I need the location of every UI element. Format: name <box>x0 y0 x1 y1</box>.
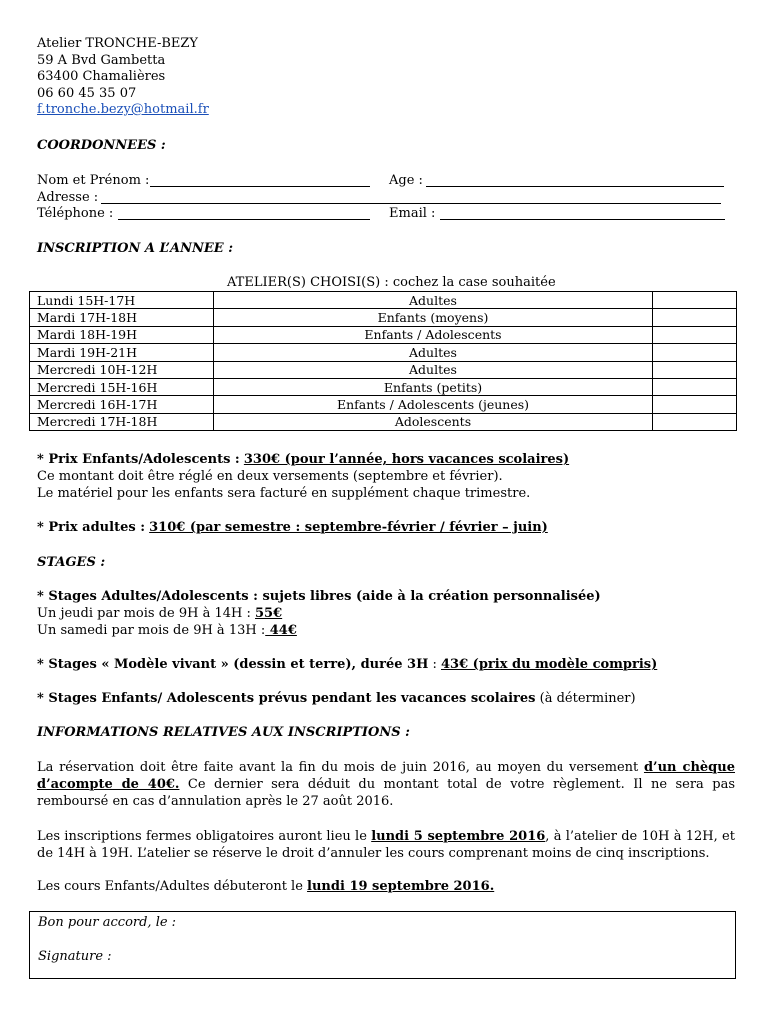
telephone-label: Téléphone : <box>37 206 114 221</box>
telephone-field[interactable] <box>118 219 370 220</box>
slot-cell: Mercredi 17H-18H <box>30 413 214 430</box>
age-field[interactable] <box>426 186 724 187</box>
checkbox-cell[interactable] <box>653 361 737 378</box>
category-cell: Enfants / Adolescents (jeunes) <box>214 396 653 413</box>
infos-paragraph-reservation <box>37 759 735 810</box>
prix-enfants-versements: Ce montant doit être réglé en deux versements (septembre et février). <box>37 469 503 484</box>
prix-enfants-materiel: Le matériel pour les enfants sera facturé en supplément chaque trimestre. <box>37 486 531 501</box>
email-label: Email : <box>389 206 436 221</box>
p1-acompte: d’un chèque d’acompte de 40€. <box>37 760 735 792</box>
category-cell: Adolescents <box>214 413 653 430</box>
infos-heading: INFORMATIONS RELATIVES AUX INSCRIPTIONS : <box>37 725 410 740</box>
stage-modele-line <box>37 657 657 672</box>
slot-cell: Mardi 18H-19H <box>30 326 214 343</box>
phone-number: 06 60 45 35 07 <box>37 85 137 101</box>
infos-paragraph-debut <box>37 879 494 894</box>
p1-text-c: Ce dernier sera déduit du montant total de votre règlement. Il ne sera pas remboursé en cas d’annulation après le 27 août 2016. <box>37 777 735 809</box>
prix-enfants-value: 330€ (pour l’année, hors vacances scolaires) <box>243 452 570 467</box>
table-row <box>30 344 737 361</box>
prix-enfants-label: * Prix Enfants/Adolescents : <box>37 452 240 467</box>
table-row <box>30 309 737 326</box>
signature-label: Signature : <box>38 949 112 964</box>
category-cell: Enfants (petits) <box>214 378 653 395</box>
stage-modele-sep: : <box>428 657 442 672</box>
signature-box[interactable] <box>29 911 736 979</box>
table-row <box>30 396 737 413</box>
stage-enfants-line <box>37 691 636 706</box>
city-address: 63400 Chamalières <box>37 69 166 84</box>
stage-jeudi <box>37 606 282 621</box>
table-row <box>30 326 737 343</box>
table-row <box>30 378 737 395</box>
category-cell: Adultes <box>214 292 653 309</box>
nom-label: Nom et Prénom : <box>37 173 150 188</box>
checkbox-cell[interactable] <box>653 378 737 395</box>
category-cell: Adultes <box>214 361 653 378</box>
table-row <box>30 361 737 378</box>
inscription-heading: INSCRIPTION A L’ANNEE : <box>37 241 234 256</box>
stage-samedi-text: Un samedi par mois de 9H à 13H : <box>37 623 266 638</box>
stage-jeudi-text: Un jeudi par mois de 9H à 14H : <box>37 606 251 621</box>
stage-modele-title: * Stages « Modèle vivant » (dessin et terre), durée 3H <box>37 657 429 672</box>
checkbox-cell[interactable] <box>653 309 737 326</box>
stages-heading: STAGES : <box>37 555 106 570</box>
stages-adultes-title: * Stages Adultes/Adolescents : sujets libres (aide à la création personnalisée) <box>37 589 601 604</box>
adresse-field[interactable] <box>101 203 721 204</box>
slot-cell: Mercredi 16H-17H <box>30 396 214 413</box>
accord-label: Bon pour accord, le : <box>38 915 177 930</box>
atelier-table <box>29 291 737 431</box>
stage-samedi-price: 44€ <box>265 623 297 638</box>
slot-cell: Mercredi 15H-16H <box>30 378 214 395</box>
slot-cell: Mercredi 10H-12H <box>30 361 214 378</box>
infos-paragraph-inscriptions <box>37 828 735 862</box>
p3-text-a: Les cours Enfants/Adultes débuteront le <box>37 879 308 894</box>
checkbox-cell[interactable] <box>653 396 737 413</box>
category-cell: Enfants / Adolescents <box>214 326 653 343</box>
atelier-name: Atelier TRONCHE-BEZY <box>37 36 198 51</box>
stage-enfants-note: (à déterminer) <box>535 691 636 706</box>
nom-field[interactable] <box>150 186 370 187</box>
address-block <box>37 36 209 119</box>
email-link[interactable]: f.tronche.bezy@hotmail.fr <box>37 102 209 117</box>
stage-enfants-title: * Stages Enfants/ Adolescents prévus pendant les vacances scolaires <box>37 691 536 706</box>
slot-cell: Mardi 17H-18H <box>30 309 214 326</box>
category-cell: Enfants (moyens) <box>214 309 653 326</box>
table-row <box>30 292 737 309</box>
coordonnees-heading: COORDONNEES : <box>37 138 166 153</box>
street-address: 59 A Bvd Gambetta <box>37 52 166 68</box>
slot-cell: Mardi 19H-21H <box>30 344 214 361</box>
slot-cell: Lundi 15H-17H <box>30 292 214 309</box>
stage-jeudi-price: 55€ <box>255 606 283 621</box>
checkbox-cell[interactable] <box>653 413 737 430</box>
stage-samedi <box>37 623 297 638</box>
p3-date: lundi 19 septembre 2016. <box>307 879 495 894</box>
p2-text-c: , à l’atelier de 10H à 12H, et de 14H à 19H. L’atelier se réserve le droit d’annuler les cours comprenant moins de cinq inscriptions. <box>37 829 735 861</box>
prix-adultes-value: 310€ (par semestre : septembre-février / février – juin) <box>149 520 548 535</box>
stage-modele-price: 43€ (prix du modèle compris) <box>441 657 658 672</box>
p2-date: lundi 5 septembre 2016 <box>371 829 546 844</box>
table-row <box>30 413 737 430</box>
age-label: Age : <box>389 173 423 188</box>
checkbox-cell[interactable] <box>653 326 737 343</box>
p1-text-a: La réservation doit être faite avant la fin du mois de juin 2016, au moyen du versement <box>37 760 644 775</box>
checkbox-cell[interactable] <box>653 344 737 361</box>
category-cell: Adultes <box>214 344 653 361</box>
prix-adultes-line <box>37 520 548 535</box>
checkbox-cell[interactable] <box>653 292 737 309</box>
table-caption: ATELIER(S) CHOISI(S) : cochez la case souhaitée <box>227 275 556 290</box>
adresse-label: Adresse : <box>37 190 99 205</box>
p2-text-a: Les inscriptions fermes obligatoires auront lieu le <box>37 829 372 844</box>
prix-adultes-label: * Prix adultes : <box>37 520 145 535</box>
prix-enfants-line <box>37 452 569 467</box>
email-field[interactable] <box>440 219 725 220</box>
